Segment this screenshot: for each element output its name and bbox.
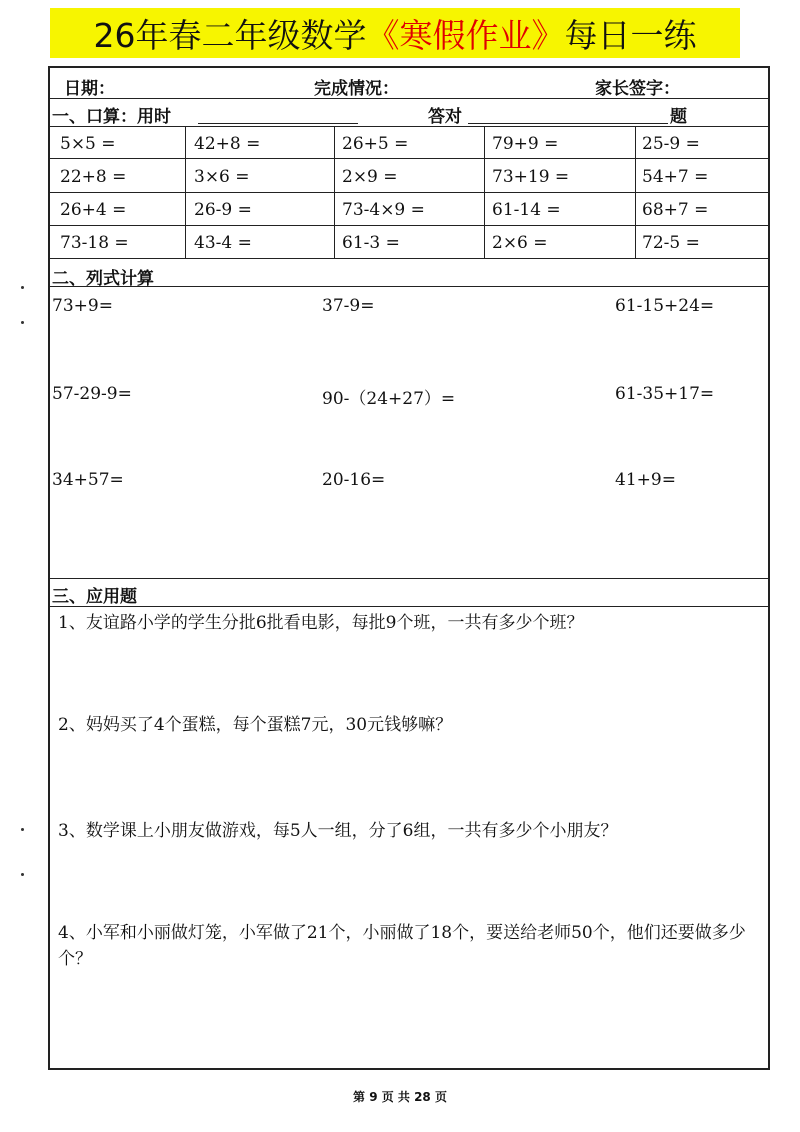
- section2-bottom-divider: [50, 578, 768, 579]
- oral-problem: 26-9 =: [194, 200, 252, 220]
- header-divider: [50, 98, 768, 99]
- oral-problem: 73-18 =: [60, 233, 129, 253]
- oral-problem: 25-9 =: [642, 134, 700, 154]
- oral-problem: 26+5 =: [342, 134, 409, 154]
- parent-sign-label: 家长签字：: [595, 79, 680, 99]
- correct-blank[interactable]: [468, 123, 668, 124]
- section1-heading-divider: [50, 126, 768, 127]
- written-problem: 90-（24+27）=: [322, 389, 456, 409]
- correct-label: 答对: [428, 107, 462, 127]
- margin-mark: [21, 828, 24, 831]
- margin-mark: [21, 321, 24, 324]
- written-problem: 61-15+24=: [615, 296, 715, 316]
- section2-heading-divider: [50, 286, 768, 287]
- margin-mark: [21, 286, 24, 289]
- written-problem: 37-9=: [322, 296, 375, 316]
- written-problem: 61-35+17=: [615, 384, 715, 404]
- time-blank[interactable]: [198, 123, 358, 124]
- title-part-grade: 26年春二年级数学: [93, 15, 367, 55]
- word-problem-3: 3、数学课上小朋友做游戏，每5人一组，分了6组，一共有多少个小朋友？: [58, 821, 618, 841]
- grid-row-line: [50, 225, 768, 226]
- oral-problem: 22+8 =: [60, 167, 127, 187]
- page-number: 第 9 页 共 28 页: [353, 1090, 447, 1104]
- word-problem-4: 4、小军和小丽做灯笼，小军做了21个，小丽做了18个，要送给老师50个，他们还要做多少个？: [58, 923, 746, 969]
- date-label: 日期：: [64, 79, 115, 99]
- written-problem: 73+9=: [52, 296, 113, 316]
- word-problem-2: 2、妈妈买了4个蛋糕，每个蛋糕7元，30元钱够嘛？: [58, 715, 453, 735]
- section2-heading: 二、列式计算: [52, 269, 154, 289]
- oral-problem: 43-4 =: [194, 233, 252, 253]
- grid-row-line: [50, 158, 768, 159]
- oral-problem: 54+7 =: [642, 167, 709, 187]
- oral-problem: 61-3 =: [342, 233, 400, 253]
- margin-mark: [21, 873, 24, 876]
- oral-problem: 72-5 =: [642, 233, 700, 253]
- grid-col-line: [185, 126, 186, 258]
- oral-problem: 2×9 =: [342, 167, 398, 187]
- completion-label: 完成情况：: [314, 79, 399, 99]
- grid-col-line: [334, 126, 335, 258]
- oral-problem: 73-4×9 =: [342, 200, 425, 220]
- written-problem: 20-16=: [322, 470, 386, 490]
- grid-row-line: [50, 258, 768, 259]
- word-problem-1: 1、友谊路小学的学生分批6批看电影，每批9个班，一共有多少个班？: [58, 613, 584, 633]
- oral-problem: 3×6 =: [194, 167, 250, 187]
- section3-heading: 三、应用题: [52, 587, 137, 607]
- oral-problem: 5×5 =: [60, 134, 116, 154]
- worksheet: [48, 66, 770, 1070]
- section1-heading: 一、口算：用时: [52, 107, 171, 127]
- oral-problem: 79+9 =: [492, 134, 559, 154]
- oral-problem: 61-14 =: [492, 200, 561, 220]
- oral-problem: 42+8 =: [194, 134, 261, 154]
- oral-problem: 26+4 =: [60, 200, 127, 220]
- oral-problem: 68+7 =: [642, 200, 709, 220]
- section3-heading-divider: [50, 606, 768, 607]
- grid-col-line: [635, 126, 636, 258]
- written-problem: 57-29-9=: [52, 384, 132, 404]
- written-problem: 41+9=: [615, 470, 676, 490]
- grid-col-line: [484, 126, 485, 258]
- grid-row-line: [50, 192, 768, 193]
- title-part-homework: 《寒假作业》: [366, 15, 565, 55]
- title-part-daily: 每日一练: [564, 15, 697, 55]
- oral-problem: 2×6 =: [492, 233, 548, 253]
- written-problem: 34+57=: [52, 470, 124, 490]
- title-banner: [50, 8, 740, 58]
- oral-problem: 73+19 =: [492, 167, 570, 187]
- unit-label: 题: [670, 107, 687, 127]
